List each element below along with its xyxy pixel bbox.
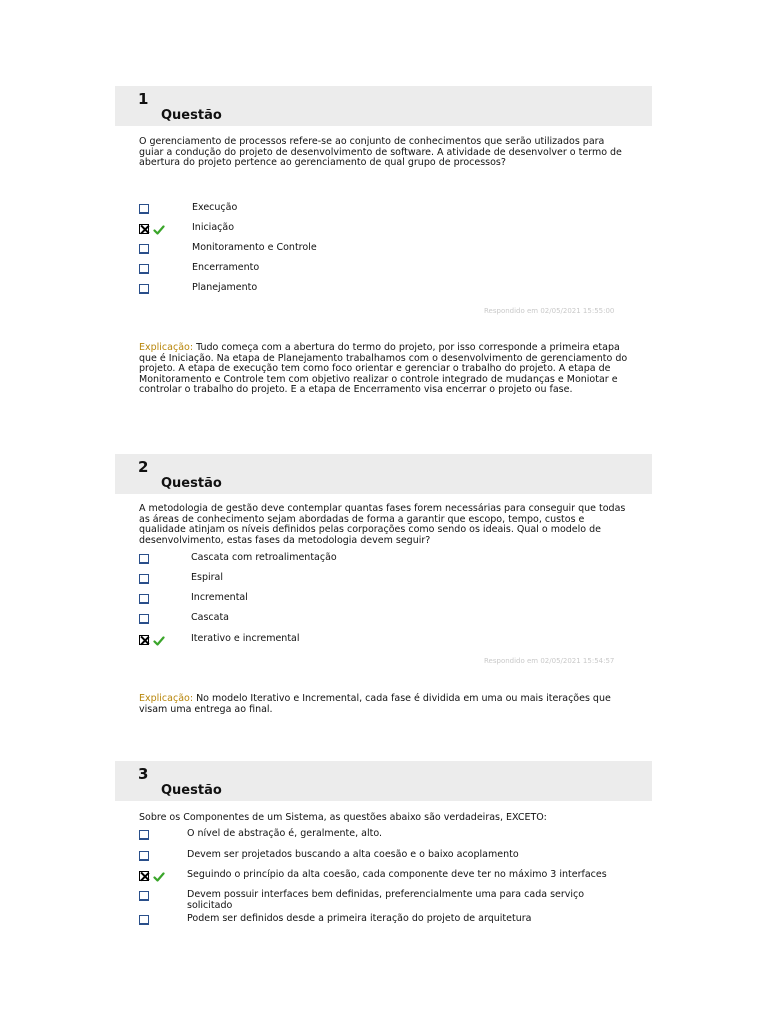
checkbox-icon[interactable] [139, 554, 149, 564]
question-2-explanation [139, 694, 629, 715]
checkbox-icon[interactable] [139, 264, 149, 274]
q3-option-4[interactable] [139, 891, 639, 915]
question-2-stem: A metodologia de gestão deve contemplar quantas fases forem necessárias para conseguir que todas as áreas de conhecimento sejam abordadas de forma a garantir que escopo, tempo, custos e qualidade atinjam os níveis definidos pelas corporações como sendo os ideais. Qual o modelo de desenvolvimento, estas fases da metodologia devem seguir? [139, 503, 626, 546]
option-label: Podem ser definidos desde a primeira iteração do projeto de arquitetura [187, 913, 532, 924]
option-label: Devem ser projetados buscando a alta coesão e o baixo acoplamento [187, 849, 519, 860]
q1-option-3[interactable] [139, 244, 639, 258]
question-label: Questão [161, 476, 222, 491]
answered-timestamp: Respondido em 02/05/2021 15:55:00 [484, 307, 615, 315]
option-label: O nível de abstração é, geralmente, alto. [187, 828, 383, 839]
option-label: Seguindo o princípio da alta coesão, cada componente deve ter no máximo 3 interfaces [187, 869, 607, 880]
q3-option-5[interactable] [139, 915, 639, 929]
question-2-header [115, 454, 652, 494]
question-label: Questão [161, 108, 222, 123]
question-1-explanation [139, 343, 629, 396]
q2-option-3[interactable] [139, 594, 639, 608]
checkbox-icon[interactable] [139, 614, 149, 624]
q2-option-2[interactable] [139, 574, 639, 588]
explanation-label: Explicação: [139, 342, 194, 353]
checkbox-icon[interactable] [139, 915, 149, 925]
question-3-header [115, 761, 652, 801]
question-label: Questão [161, 783, 222, 798]
answered-timestamp: Respondido em 02/05/2021 15:54:57 [484, 657, 615, 665]
q1-option-4[interactable] [139, 264, 639, 278]
checkbox-icon[interactable] [139, 284, 149, 294]
x-checkbox-icon[interactable] [139, 871, 149, 881]
q2-option-1[interactable] [139, 554, 639, 568]
question-1-header [115, 86, 652, 126]
checkbox-icon[interactable] [139, 244, 149, 254]
option-label: Espiral [191, 572, 223, 583]
question-number: 3 [138, 765, 149, 783]
q1-option-2[interactable] [139, 224, 639, 238]
option-label: Cascata com retroalimentação [191, 552, 337, 563]
option-label: Encerramento [192, 262, 260, 273]
checkbox-icon[interactable] [139, 204, 149, 214]
option-label: Iniciação [192, 222, 235, 233]
checkbox-icon[interactable] [139, 891, 149, 901]
option-label: Incremental [191, 592, 248, 603]
q1-option-1[interactable] [139, 204, 639, 218]
green-check-icon [153, 635, 165, 647]
checkbox-icon[interactable] [139, 830, 149, 840]
option-label: Devem possuir interfaces bem definidas, preferencialmente uma para cada serviço solicitado [187, 889, 585, 911]
question-number: 1 [138, 90, 149, 108]
explanation-label: Explicação: [139, 693, 194, 704]
q3-option-1[interactable] [139, 830, 639, 844]
q2-option-4[interactable] [139, 614, 639, 628]
explanation-text: No modelo Iterativo e Incremental, cada fase é dividida em uma ou mais iterações que visam uma entrega ao final. [139, 693, 611, 715]
option-label: Planejamento [192, 282, 258, 293]
checkbox-icon[interactable] [139, 851, 149, 861]
x-checkbox-icon[interactable] [139, 635, 149, 645]
checkbox-icon[interactable] [139, 594, 149, 604]
q3-option-3[interactable] [139, 871, 639, 885]
green-check-icon [153, 224, 165, 236]
q1-option-5[interactable] [139, 284, 639, 298]
option-label: Cascata [191, 612, 229, 623]
question-3-stem: Sobre os Componentes de um Sistema, as questões abaixo são verdadeiras, EXCETO: [139, 812, 547, 823]
question-number: 2 [138, 458, 149, 476]
option-label: Execução [192, 202, 238, 213]
green-check-icon [153, 871, 165, 883]
x-checkbox-icon[interactable] [139, 224, 149, 234]
option-label: Monitoramento e Controle [192, 242, 317, 253]
explanation-text: Tudo começa com a abertura do termo do projeto, por isso corresponde a primeira etapa que é Iniciação. Na etapa de Planejamento trabalhamos com o desenvolvimento de gerenciamento do projeto. A etapa de execução tem como foco orientar e gerenciar o trabalho do projeto. A etapa de Monitoramento e Controle tem com objetivo realizar o controle integrado de mudanças e Moniotar e controlar o trabalho do projeto. E a etapa de Encerramento visa encerrar o projeto ou fase. [139, 342, 628, 396]
q3-option-2[interactable] [139, 851, 639, 865]
checkbox-icon[interactable] [139, 574, 149, 584]
question-1-stem: O gerenciamento de processos refere-se ao conjunto de conhecimentos que serão utilizados para guiar a condução do projeto de desenvolvimento de software. A atividade de desenvolver o termo de abertura do projeto pertence ao gerenciamento de qual grupo de processos? [139, 136, 622, 169]
option-label: Iterativo e incremental [191, 633, 300, 644]
q2-option-5[interactable] [139, 635, 639, 649]
